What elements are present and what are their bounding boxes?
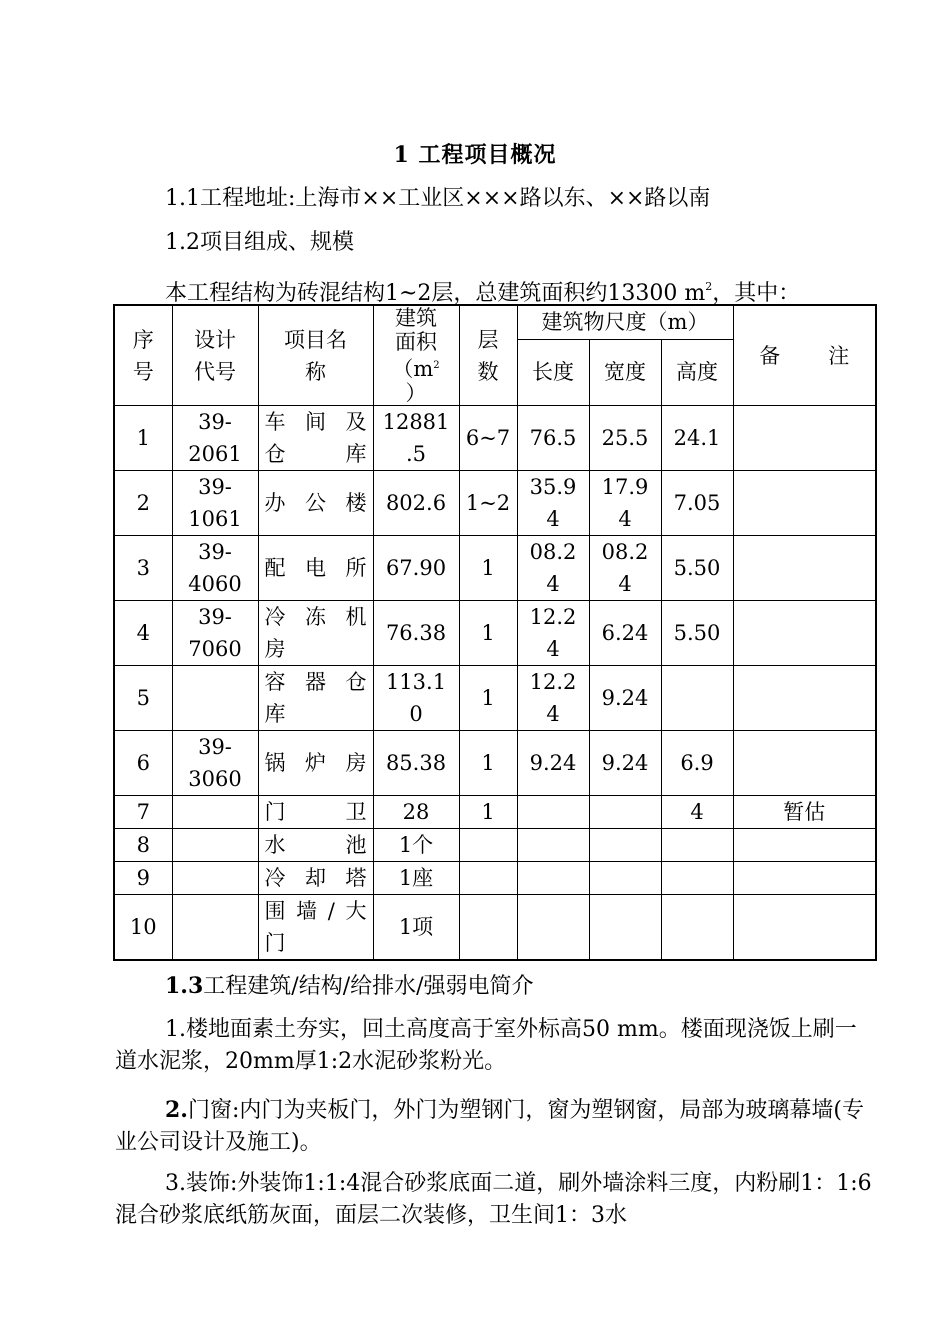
cell-width	[589, 666, 661, 731]
cell-note: 暂估	[733, 796, 876, 829]
cell-seq: 2	[114, 471, 172, 536]
cell-area	[373, 601, 459, 666]
cell-name-line: 门 卫	[264, 800, 367, 824]
cell-length	[517, 406, 589, 471]
cell-code	[172, 796, 258, 829]
cell-code	[172, 666, 258, 731]
header-area-line: 面积	[395, 330, 437, 354]
header-seq-line: 序	[132, 327, 154, 352]
header-code	[172, 305, 258, 406]
cell-name	[258, 796, 373, 829]
cell-code-line: 39-	[198, 540, 232, 564]
cell-width-line: 4	[618, 572, 632, 596]
cell-name-line: 配 电 所	[264, 556, 367, 580]
cell-width	[589, 471, 661, 536]
cell-length	[517, 731, 589, 796]
header-floors-line: 层	[477, 327, 499, 352]
cell-length	[517, 829, 589, 862]
cell-length-line: 35.9	[529, 475, 577, 499]
cell-floors: 1	[459, 731, 517, 796]
cell-name	[258, 471, 373, 536]
cell-floors: 1	[459, 666, 517, 731]
header-width: 宽度	[589, 339, 661, 405]
project-table	[113, 304, 877, 961]
cell-length-line: 12.2	[529, 670, 577, 694]
cell-name-line: 门	[264, 931, 286, 955]
cell-name	[258, 895, 373, 961]
header-name-line: 称	[305, 359, 326, 384]
table-row	[114, 796, 876, 829]
cell-width-line: 9.24	[601, 686, 649, 710]
cell-seq: 4	[114, 601, 172, 666]
cell-length	[517, 796, 589, 829]
cell-floors: 1	[459, 796, 517, 829]
cell-height: 5.50	[661, 536, 733, 601]
cell-floors: 6~7	[459, 406, 517, 471]
cell-length	[517, 536, 589, 601]
cell-length-line: 4	[546, 702, 560, 726]
cell-name	[258, 666, 373, 731]
cell-floors	[459, 895, 517, 961]
cell-width	[589, 862, 661, 895]
cell-name	[258, 829, 373, 862]
header-area-unit-text: （m	[392, 357, 434, 381]
header-notes	[733, 305, 876, 406]
table-row	[114, 731, 876, 796]
header-code-line: 代号	[194, 359, 236, 384]
cell-floors	[459, 829, 517, 862]
cell-width-line: 17.9	[601, 475, 649, 499]
header-area-unit	[376, 354, 457, 381]
cell-code	[172, 536, 258, 601]
cell-length	[517, 601, 589, 666]
cell-code	[172, 829, 258, 862]
cell-floors: 1~2	[459, 471, 517, 536]
cell-floors	[459, 862, 517, 895]
cell-area	[373, 895, 459, 961]
cell-width-line: 4	[618, 507, 632, 531]
cell-area-line: 0	[409, 702, 423, 726]
cell-seq: 8	[114, 829, 172, 862]
cell-length	[517, 895, 589, 961]
cell-area	[373, 829, 459, 862]
cell-name-line: 锅 炉 房	[264, 751, 367, 775]
cell-area-line: 85.38	[385, 751, 447, 775]
cell-area-line: 802.6	[385, 491, 447, 515]
cell-name-line: 房	[264, 637, 286, 661]
table-row	[114, 536, 876, 601]
cell-length-line: 4	[546, 637, 560, 661]
cell-height: 7.05	[661, 471, 733, 536]
address-line: 1.1工程地址:上海市××工业区×××路以东、××路以南	[165, 186, 711, 211]
cell-area-line: 113.1	[385, 670, 447, 694]
cell-area	[373, 862, 459, 895]
cell-code	[172, 895, 258, 961]
cell-area	[373, 406, 459, 471]
cell-note	[733, 731, 876, 796]
cell-area	[373, 471, 459, 536]
table-row	[114, 406, 876, 471]
cell-height: 5.50	[661, 601, 733, 666]
cell-seq: 3	[114, 536, 172, 601]
cell-code	[172, 471, 258, 536]
cell-code-line: 39-	[198, 475, 232, 499]
intro-text: 本工程结构为砖混结构1~2层，总建筑面积约13300 m	[165, 281, 706, 306]
cell-name-line: 冷 冻 机	[264, 605, 367, 629]
cell-code	[172, 731, 258, 796]
cell-height	[661, 829, 733, 862]
cell-note	[733, 471, 876, 536]
table-row	[114, 666, 876, 731]
table-row	[114, 471, 876, 536]
cell-width	[589, 601, 661, 666]
header-floors-line: 数	[477, 359, 499, 384]
cell-seq: 7	[114, 796, 172, 829]
cell-seq: 1	[114, 406, 172, 471]
header-height: 高度	[661, 339, 733, 405]
cell-length-line: 4	[546, 572, 560, 596]
cell-code-line: 7060	[188, 637, 242, 661]
intro-sup: 2	[705, 280, 713, 293]
cell-name-line: 库	[264, 702, 286, 726]
cell-width	[589, 829, 661, 862]
header-dims-group: 建筑物尺度（m）	[517, 305, 733, 339]
cell-name	[258, 536, 373, 601]
cell-area	[373, 796, 459, 829]
cell-height: 24.1	[661, 406, 733, 471]
cell-floors: 1	[459, 601, 517, 666]
table-row	[114, 895, 876, 961]
cell-area-line: 67.90	[385, 556, 447, 580]
composition-line: 1.2项目组成、规模	[165, 230, 354, 255]
cell-note	[733, 829, 876, 862]
cell-seq: 5	[114, 666, 172, 731]
cell-name-line: 车 间 及	[264, 410, 367, 434]
cell-name-line: 冷 却 塔	[264, 866, 367, 890]
paragraph-num: 3.	[165, 1171, 186, 1196]
header-seq	[114, 305, 172, 406]
cell-floors: 1	[459, 536, 517, 601]
cell-code-line: 39-	[198, 605, 232, 629]
cell-note	[733, 601, 876, 666]
cell-width	[589, 731, 661, 796]
cell-height	[661, 895, 733, 961]
cell-length	[517, 471, 589, 536]
header-floors	[459, 305, 517, 406]
paragraph-1	[115, 1014, 875, 1078]
cell-name	[258, 862, 373, 895]
paragraph-num: 2.	[165, 1097, 188, 1123]
cell-code-line: 1061	[188, 507, 242, 531]
cell-area-line: 12881	[382, 410, 450, 434]
header-seq-line: 号	[132, 359, 154, 384]
cell-length-line: 9.24	[529, 751, 577, 775]
cell-area-line: 28	[402, 800, 430, 824]
cell-name	[258, 601, 373, 666]
cell-name	[258, 406, 373, 471]
cell-length	[517, 862, 589, 895]
cell-name-line: 容 器 仓	[264, 670, 367, 694]
header-area-line: 建筑	[395, 306, 437, 330]
cell-width-line: 6.24	[601, 621, 649, 645]
cell-width	[589, 796, 661, 829]
paragraph-num: 1.	[165, 1017, 186, 1042]
section-1-3-text: 工程建筑/结构/给排水/强弱电简介	[203, 974, 534, 999]
cell-width	[589, 406, 661, 471]
cell-seq: 6	[114, 731, 172, 796]
table-row	[114, 601, 876, 666]
section-1-3	[165, 970, 534, 1003]
paragraph-text: 门窗:内门为夹板门，外门为塑钢门，窗为塑钢窗，局部为玻璃幕墙(专业公司设计及施工)。	[115, 1098, 864, 1155]
cell-length-line: 12.2	[529, 605, 577, 629]
cell-length-line: 76.5	[529, 426, 577, 450]
header-area-sup: 2	[433, 360, 440, 371]
header-code-line: 设计	[194, 327, 236, 352]
header-row-1	[114, 305, 876, 339]
header-length: 长度	[517, 339, 589, 405]
header-area	[373, 305, 459, 406]
section-title: 1 工程项目概况	[393, 142, 557, 168]
cell-height	[661, 862, 733, 895]
header-name	[258, 305, 373, 406]
cell-area	[373, 536, 459, 601]
cell-note	[733, 895, 876, 961]
cell-code-line: 3060	[188, 767, 242, 791]
cell-width-line: 9.24	[601, 751, 649, 775]
cell-code-line: 2061	[188, 442, 242, 466]
cell-height: 6.9	[661, 731, 733, 796]
cell-height: 4	[661, 796, 733, 829]
cell-area-line: .5	[405, 442, 427, 466]
header-name-line: 项目名	[284, 327, 347, 352]
cell-width	[589, 536, 661, 601]
cell-area	[373, 666, 459, 731]
table-row	[114, 829, 876, 862]
header-notes-char: 注	[828, 343, 850, 368]
cell-note	[733, 536, 876, 601]
cell-length	[517, 666, 589, 731]
paragraph-text: 装饰:外装饰1:1:4混合砂浆底面二道，刷外墙涂料三度，内粉刷1：1:6混合砂浆底纸筋灰面，面层二次装修，卫生间1：3水	[115, 1171, 872, 1228]
cell-width	[589, 895, 661, 961]
paragraph-text: 楼地面素土夯实，回土高度高于室外标高50 mm。楼面现浇饭上刷一道水泥浆，20mm厚1:2水泥砂浆粉光。	[115, 1017, 857, 1074]
cell-height	[661, 666, 733, 731]
cell-length-line: 08.2	[529, 540, 577, 564]
header-area-line: ）	[405, 381, 427, 405]
cell-code	[172, 601, 258, 666]
cell-note	[733, 406, 876, 471]
cell-note	[733, 862, 876, 895]
cell-area-line: 1项	[398, 915, 434, 939]
table-row	[114, 862, 876, 895]
cell-code-line: 4060	[188, 572, 242, 596]
cell-name-line: 围 墙 / 大	[264, 899, 367, 923]
cell-area-line: 1个	[398, 833, 434, 857]
cell-seq: 10	[114, 895, 172, 961]
cell-seq: 9	[114, 862, 172, 895]
cell-area	[373, 731, 459, 796]
header-notes-char: 备	[759, 343, 781, 368]
cell-code-line: 39-	[198, 735, 232, 759]
cell-name-line: 办 公 楼	[264, 491, 367, 515]
cell-name	[258, 731, 373, 796]
intro-tail: ，其中：	[712, 281, 801, 306]
cell-name-line: 水 池	[264, 833, 367, 857]
cell-note	[733, 666, 876, 731]
paragraph-2	[115, 1094, 875, 1159]
cell-code	[172, 862, 258, 895]
section-1-3-num: 1.3	[165, 973, 204, 999]
cell-area-line: 1座	[398, 866, 434, 890]
cell-width-line: 25.5	[601, 426, 649, 450]
cell-width-line: 08.2	[601, 540, 649, 564]
cell-code	[172, 406, 258, 471]
cell-code-line: 39-	[198, 410, 232, 434]
cell-length-line: 4	[546, 507, 560, 531]
paragraph-3	[115, 1168, 875, 1232]
cell-area-line: 76.38	[385, 621, 447, 645]
cell-name-line: 仓 库	[264, 442, 367, 466]
